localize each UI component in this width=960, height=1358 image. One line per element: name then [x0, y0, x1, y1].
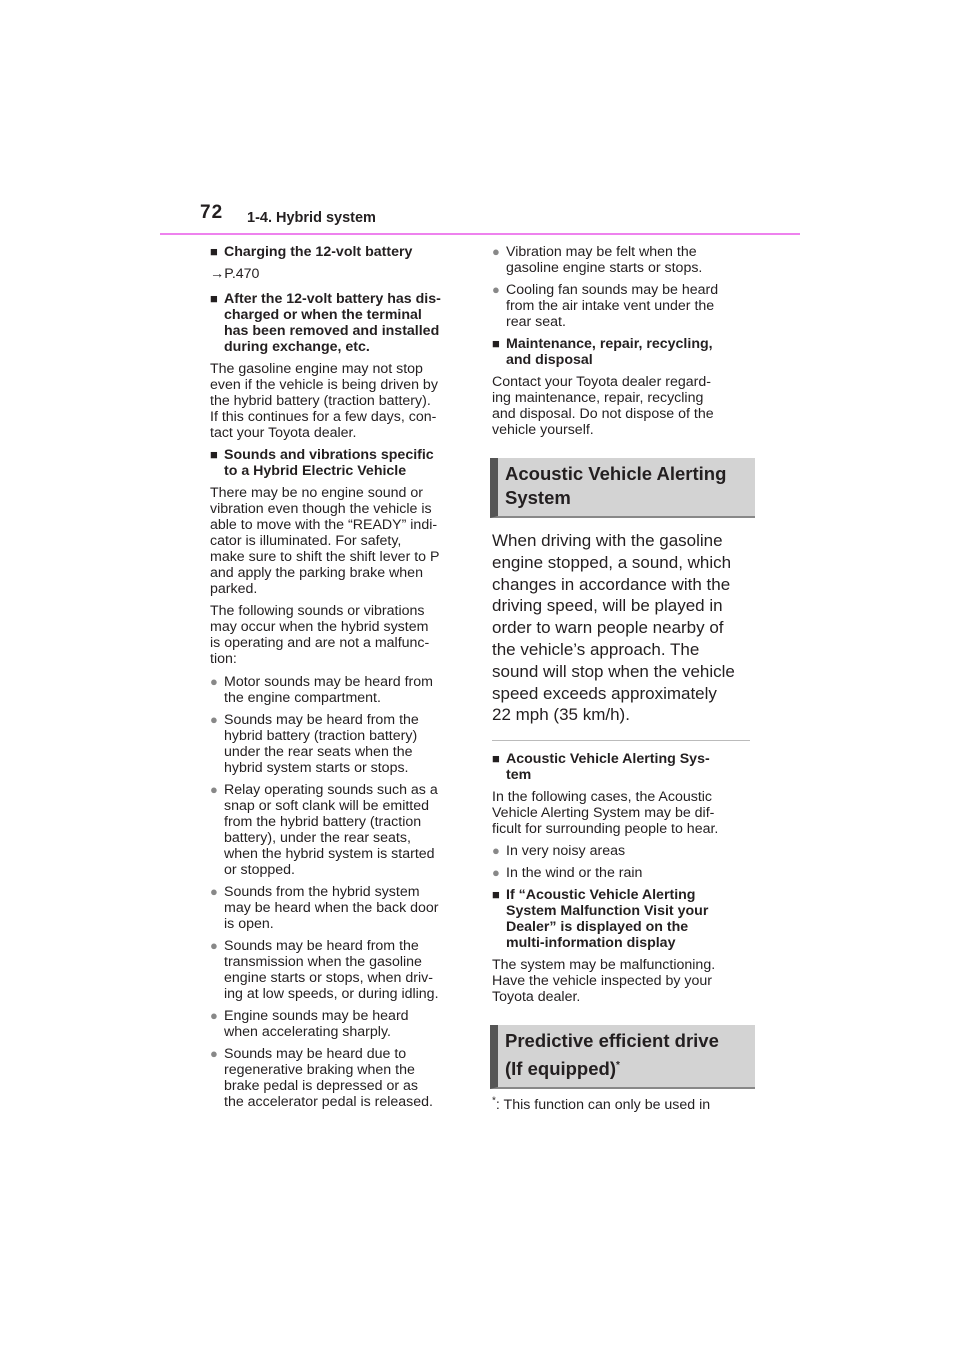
list-item: ● Sounds may be heard due to regenerative braking when the brake pedal is depressed or as the accelerator pedal is released.: [210, 1046, 433, 1110]
bullet-dot-icon: ●: [210, 782, 218, 797]
square-bullet-icon: ■: [492, 336, 500, 351]
square-bullet-icon: ■: [210, 244, 218, 259]
footnote: *: This function can only be used in: [492, 1095, 711, 1114]
square-bullet-icon: ■: [492, 887, 500, 903]
section-band-acoustic-alerting: [490, 458, 755, 518]
divider: [492, 740, 750, 741]
band-title-line: Acoustic Vehicle Alerting: [505, 463, 727, 484]
list-item: ● Motor sounds may be heard from the engine compartment.: [210, 674, 433, 706]
list-item: ● Relay operating sounds such as a snap or soft clank will be emitted from the hybrid battery (traction battery), under the rear seats, when the hybrid system is started or stopped.: [210, 782, 438, 878]
bullet-dot-icon: ●: [492, 865, 500, 881]
bullet-dot-icon: ●: [210, 938, 218, 953]
right-column: [492, 244, 750, 1113]
list-item: ● Vibration may be felt when the gasoline engine starts or stops.: [492, 244, 703, 276]
bullet-dot-icon: ●: [492, 244, 500, 259]
bullet-dot-icon: ●: [210, 674, 218, 689]
list-item: ● Cooling fan sounds may be heard from the air intake vent under the rear seat.: [492, 282, 719, 330]
band-title-line-equipped: (If equipped)*: [505, 1058, 620, 1080]
list-item: ● In the wind or the rain: [492, 865, 643, 882]
header-rule: [160, 233, 800, 235]
square-bullet-icon: ■: [492, 751, 500, 767]
footnote-asterisk: *: [615, 1060, 620, 1072]
list-item: ● In very noisy areas: [492, 843, 626, 860]
list-item: ● Sounds may be heard from the transmission when the gasoline engine starts or stops, when driv- ing at low speeds, or during idling.: [210, 938, 439, 1002]
bullet-dot-icon: ●: [492, 282, 500, 297]
heading-sounds-vibrations: ■ Sounds and vibrations specific to a Hybrid Electric Vehicle: [210, 447, 434, 479]
heading-malfunction-displayed: ■ If “Acoustic Vehicle Alerting System Malfunction Visit your Dealer” is displayed on the multi-information display: [492, 887, 709, 952]
band-title-line: System: [505, 487, 571, 508]
paragraph-acoustic-description: When driving with the gasoline engine stopped, a sound, which changes in accordance with the driving speed, will be played in order to warn people nearby of the vehicle’s approach. The sound will stop when the vehicle speed exceeds approximately 22 mph (35 km/h).: [492, 531, 735, 725]
heading-charging-battery: ■ Charging the 12-volt battery: [210, 244, 413, 260]
square-bullet-icon: ■: [210, 291, 218, 306]
bullet-dot-icon: ●: [210, 1008, 218, 1023]
heading-acoustic-system: ■ Acoustic Vehicle Alerting Sys- tem: [492, 751, 710, 784]
section-band-predictive-drive: [490, 1025, 755, 1089]
list-item: ● Sounds may be heard from the hybrid battery (traction battery) under the rear seats when the hybrid system starts or stops.: [210, 712, 419, 776]
left-column: [210, 244, 468, 1116]
paragraph-contact-dealer: Contact your Toyota dealer regard- ing maintenance, repair, recycling and disposal. Do not dispose of the vehicle yourself.: [492, 374, 714, 438]
heading-maintenance: ■ Maintenance, repair, recycling, and disposal: [492, 336, 713, 368]
bullet-dot-icon: ●: [210, 1046, 218, 1061]
list-item: ● Sounds from the hybrid system may be heard when the back door is open.: [210, 884, 439, 932]
square-bullet-icon: ■: [210, 447, 218, 462]
list-item: ● Engine sounds may be heard when accelerating sharply.: [210, 1008, 409, 1040]
bullet-dot-icon: ●: [210, 712, 218, 727]
page-reference-link[interactable]: →P.470: [210, 266, 260, 282]
footnote-asterisk: *: [492, 1095, 496, 1107]
paragraph-difficult-to-hear: In the following cases, the Acoustic Vehicle Alerting System may be dif- ficult for surrounding people to hear.: [492, 789, 719, 838]
heading-battery-discharged: ■ After the 12-volt battery has dis- charged or when the terminal has been removed and installed during exchange, etc.: [210, 291, 441, 355]
band-title-line: Predictive efficient drive: [505, 1030, 719, 1052]
paragraph-system-malfunctioning: The system may be malfunctioning. Have the vehicle inspected by your Toyota dealer.: [492, 957, 716, 1006]
page-number: 72: [200, 202, 224, 223]
paragraph-no-engine-sound: There may be no engine sound or vibration even though the vehicle is able to move with the “READY” indi- cator is illuminated. For safety, make sure to shift the shift lever to P and apply the parking brake when parked.: [210, 485, 440, 597]
paragraph-engine-not-stop: The gasoline engine may not stop even if the vehicle is being driven by the hybrid battery (traction battery). If this continues for a few days, con- tact your Toyota dealer.: [210, 361, 438, 441]
section-title: 1-4. Hybrid system: [247, 210, 376, 226]
paragraph-following-sounds: The following sounds or vibrations may occur when the hybrid system is operating and are not a malfunc- tion:: [210, 603, 430, 667]
bullet-dot-icon: ●: [210, 884, 218, 899]
bullet-dot-icon: ●: [492, 843, 500, 859]
